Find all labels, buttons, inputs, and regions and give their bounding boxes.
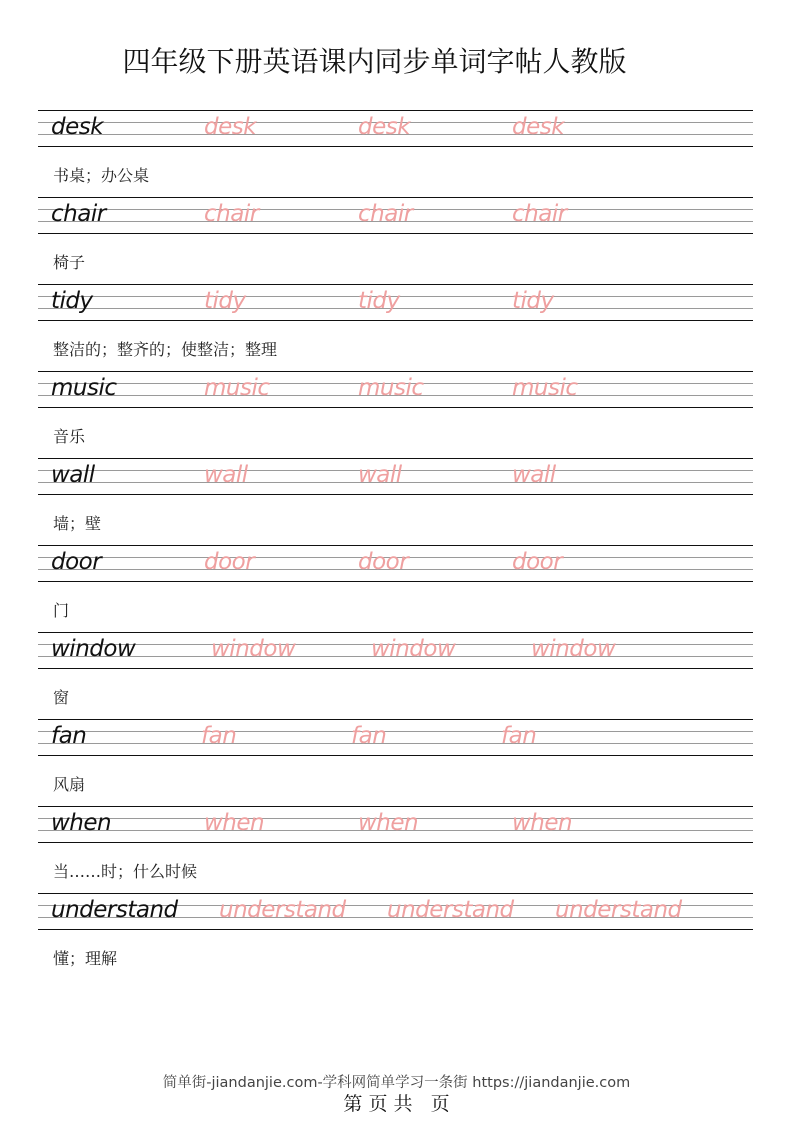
trace-word: wall (358, 462, 402, 488)
model-word: when (51, 810, 112, 836)
model-word: window (51, 636, 136, 662)
word-meaning: 窗 (53, 688, 70, 707)
word-meaning: 懂；理解 (53, 949, 118, 968)
model-word: wall (51, 462, 95, 488)
trace-word: tidy (512, 288, 554, 314)
trace-word: window (531, 636, 616, 662)
word-meaning: 音乐 (53, 427, 86, 446)
page-label-ye-total: 页 (430, 1093, 450, 1115)
trace-word: understand (219, 897, 346, 923)
ruling-line (38, 320, 753, 321)
ruling-line (38, 197, 753, 198)
model-word: chair (51, 201, 106, 227)
ruling-line (38, 743, 753, 744)
word-meaning: 整洁的；整齐的；使整洁；整理 (53, 340, 278, 359)
practice-row-door (38, 545, 753, 582)
word-meaning: 门 (53, 601, 70, 620)
ruling-line (38, 668, 753, 669)
trace-word: tidy (358, 288, 400, 314)
ruling-line (38, 545, 753, 546)
trace-word: fan (351, 723, 387, 749)
page-label-di: 第 (343, 1093, 363, 1115)
model-word: door (51, 549, 102, 575)
trace-word: door (512, 549, 563, 575)
ruling-line (38, 146, 753, 147)
ruling-line (38, 719, 753, 720)
ruling-line (38, 233, 753, 234)
word-meaning: 风扇 (53, 775, 86, 794)
model-word: tidy (51, 288, 93, 314)
practice-row-music (38, 371, 753, 408)
trace-word: music (204, 375, 270, 401)
footer-site-text: 简单街-jiandanjie.com-学科网简单学习一条街 https://jiandanjie.com (162, 1075, 631, 1091)
ruling-line (38, 755, 753, 756)
page-title (0, 40, 793, 80)
trace-word: desk (358, 114, 411, 140)
ruling-line (38, 929, 753, 930)
trace-word: window (371, 636, 456, 662)
ruling-line (38, 806, 753, 807)
ruling-line (38, 581, 753, 582)
trace-word: understand (555, 897, 682, 923)
word-meaning: 当……时；什么时候 (53, 862, 198, 881)
page-label-gong: 共 (393, 1093, 413, 1115)
model-word: desk (51, 114, 104, 140)
word-meaning: 墙；壁 (53, 514, 102, 533)
trace-word: when (358, 810, 419, 836)
trace-word: music (512, 375, 578, 401)
trace-word: door (204, 549, 255, 575)
practice-row-when (38, 806, 753, 843)
practice-row-tidy (38, 284, 753, 321)
trace-word: desk (204, 114, 257, 140)
trace-word: when (512, 810, 573, 836)
ruling-line (38, 110, 753, 111)
ruling-line (38, 632, 753, 633)
model-word: fan (51, 723, 87, 749)
practice-row-window (38, 632, 753, 669)
ruling-line (38, 731, 753, 732)
trace-word: tidy (204, 288, 246, 314)
trace-word: desk (512, 114, 565, 140)
trace-word: wall (204, 462, 248, 488)
model-word: understand (51, 897, 178, 923)
ruling-line (38, 893, 753, 894)
page-number-line (0, 1089, 793, 1116)
trace-word: wall (512, 462, 556, 488)
trace-word: door (358, 549, 409, 575)
ruling-line (38, 284, 753, 285)
trace-word: fan (201, 723, 237, 749)
practice-row-desk (38, 110, 753, 147)
trace-word: fan (501, 723, 537, 749)
trace-word: window (211, 636, 296, 662)
practice-row-understand (38, 893, 753, 930)
ruling-line (38, 458, 753, 459)
word-meaning: 书桌；办公桌 (53, 166, 150, 185)
word-meaning: 椅子 (53, 253, 86, 272)
page-title-text: 四年级下册英语课内同步单词字帖人教版 (122, 45, 627, 78)
page-label-ye: 页 (368, 1093, 388, 1115)
trace-word: when (204, 810, 265, 836)
ruling-line (38, 371, 753, 372)
trace-word: music (358, 375, 424, 401)
practice-row-chair (38, 197, 753, 234)
trace-word: chair (358, 201, 413, 227)
ruling-line (38, 842, 753, 843)
model-word: music (51, 375, 117, 401)
ruling-line (38, 494, 753, 495)
practice-row-fan (38, 719, 753, 756)
trace-word: understand (387, 897, 514, 923)
ruling-line (38, 407, 753, 408)
practice-row-wall (38, 458, 753, 495)
trace-word: chair (512, 201, 567, 227)
trace-word: chair (204, 201, 259, 227)
